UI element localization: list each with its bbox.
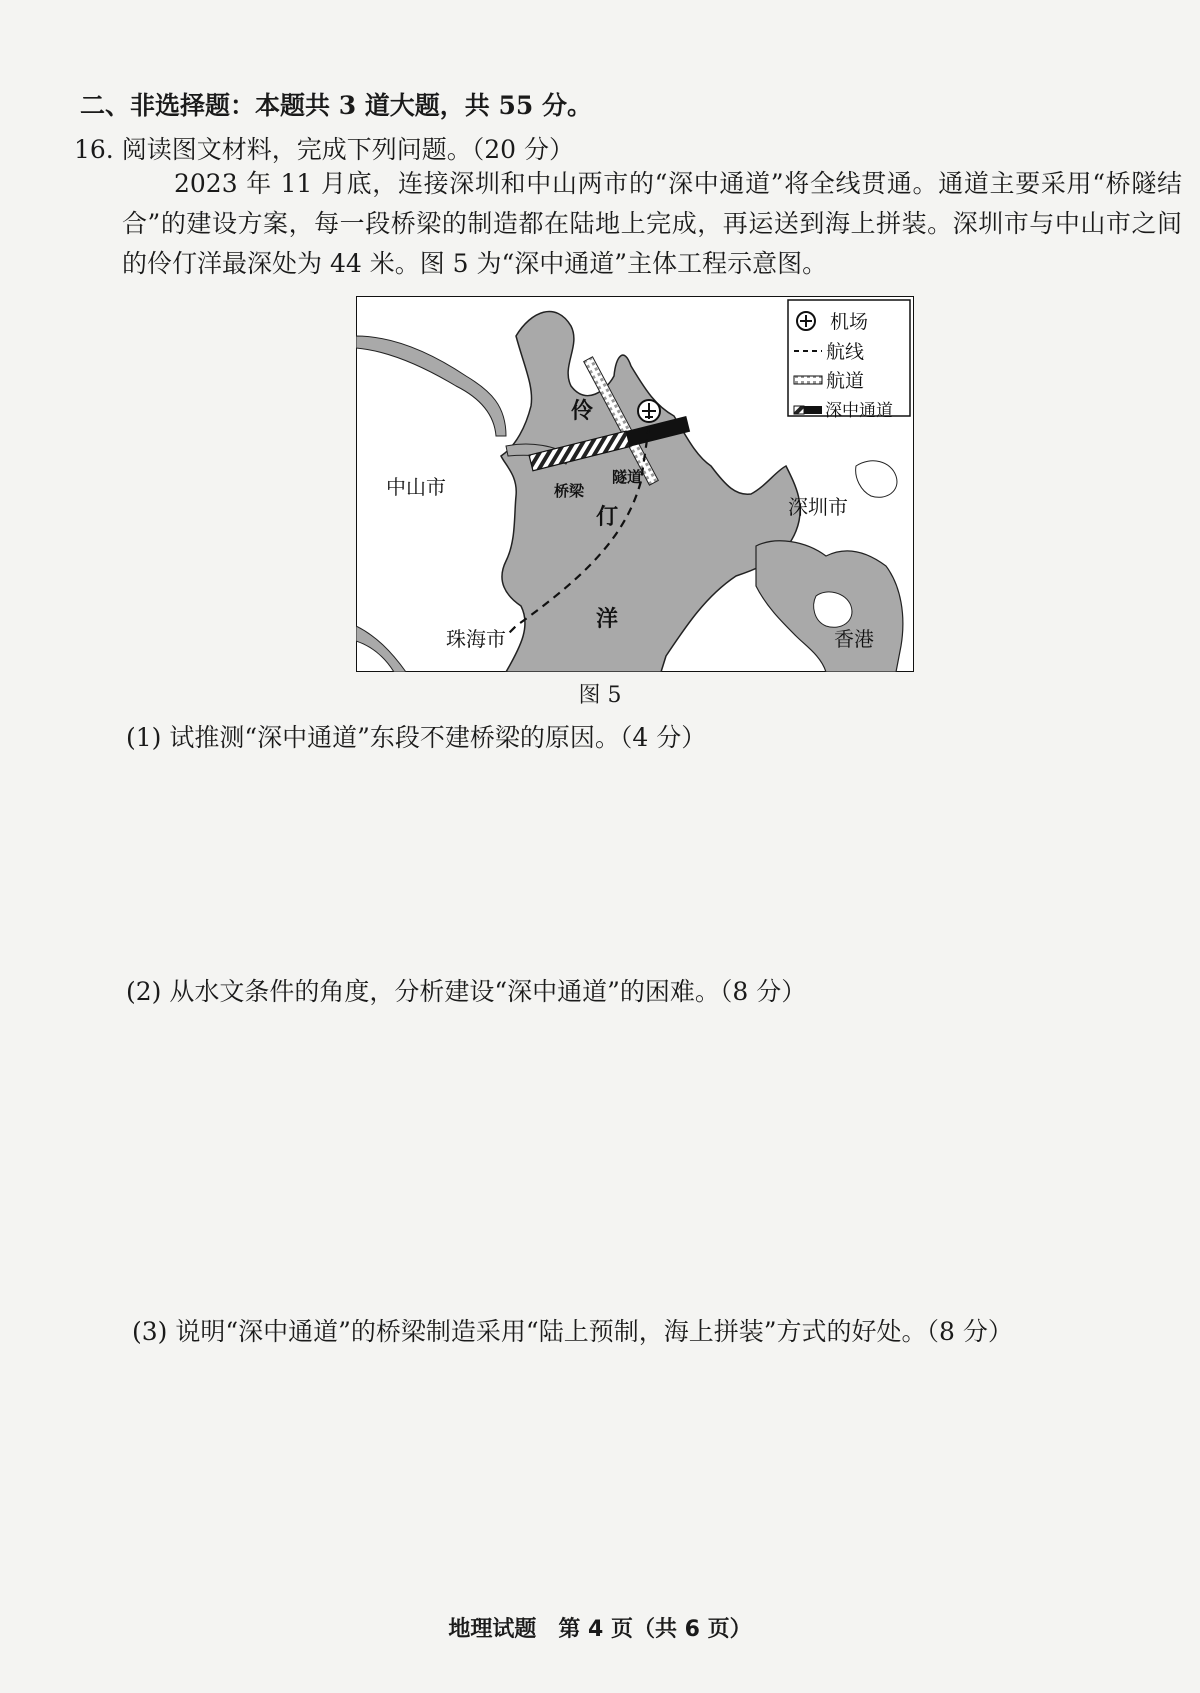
figure-caption: 图 5 — [578, 683, 622, 708]
label-zhongshan: 中山市 — [386, 475, 446, 499]
airport-icon — [638, 400, 660, 422]
label-bridge: 桥梁 — [554, 482, 585, 500]
legend-channel: 航道 — [826, 370, 865, 392]
figure-map — [356, 296, 914, 672]
page-footer: 地理试题 第 4 页（共 6 页） — [448, 1617, 752, 1642]
label-shenzhen: 深圳市 — [788, 495, 848, 519]
legend-passage: 深中通道 — [825, 401, 893, 421]
sub-question-2: (2) 从水文条件的角度，分析建设“深中通道”的困难。（8 分） — [126, 977, 807, 1006]
legend-airport: 机场 — [830, 311, 869, 333]
section-heading: 二、非选择题：本题共 3 道大题，共 55 分。 — [80, 91, 593, 120]
legend-route: 航线 — [826, 341, 865, 363]
label-zhuhai: 珠海市 — [446, 627, 506, 651]
legend-airport-icon — [797, 312, 815, 330]
sub-question-1: (1) 试推测“深中通道”东段不建桥梁的原因。（4 分） — [126, 723, 707, 752]
label-ling: 伶 — [571, 399, 594, 424]
sub-question-3: (3) 说明“深中通道”的桥梁制造采用“陆上预制，海上拼装”方式的好处。（8 分） — [132, 1317, 1013, 1346]
label-yang: 洋 — [596, 607, 619, 632]
label-hongkong: 香港 — [834, 627, 874, 651]
label-ding: 仃 — [596, 505, 619, 530]
label-tunnel: 隧道 — [612, 468, 643, 486]
material-paragraph: 2023 年 11 月底，连接深圳和中山两市的“深中通道”将全线贯通。通道主要采用“桥隧结合”的建设方案，每一段桥梁的制造都在陆地上完成，再运送到海上拼装。深圳市与中山市之间的伶仃洋最深处为 44 米。图 5 为“深中通道”主体工程示意图。 — [122, 169, 1182, 278]
question-title: 16. 阅读图文材料，完成下列问题。（20 分） — [74, 135, 574, 164]
